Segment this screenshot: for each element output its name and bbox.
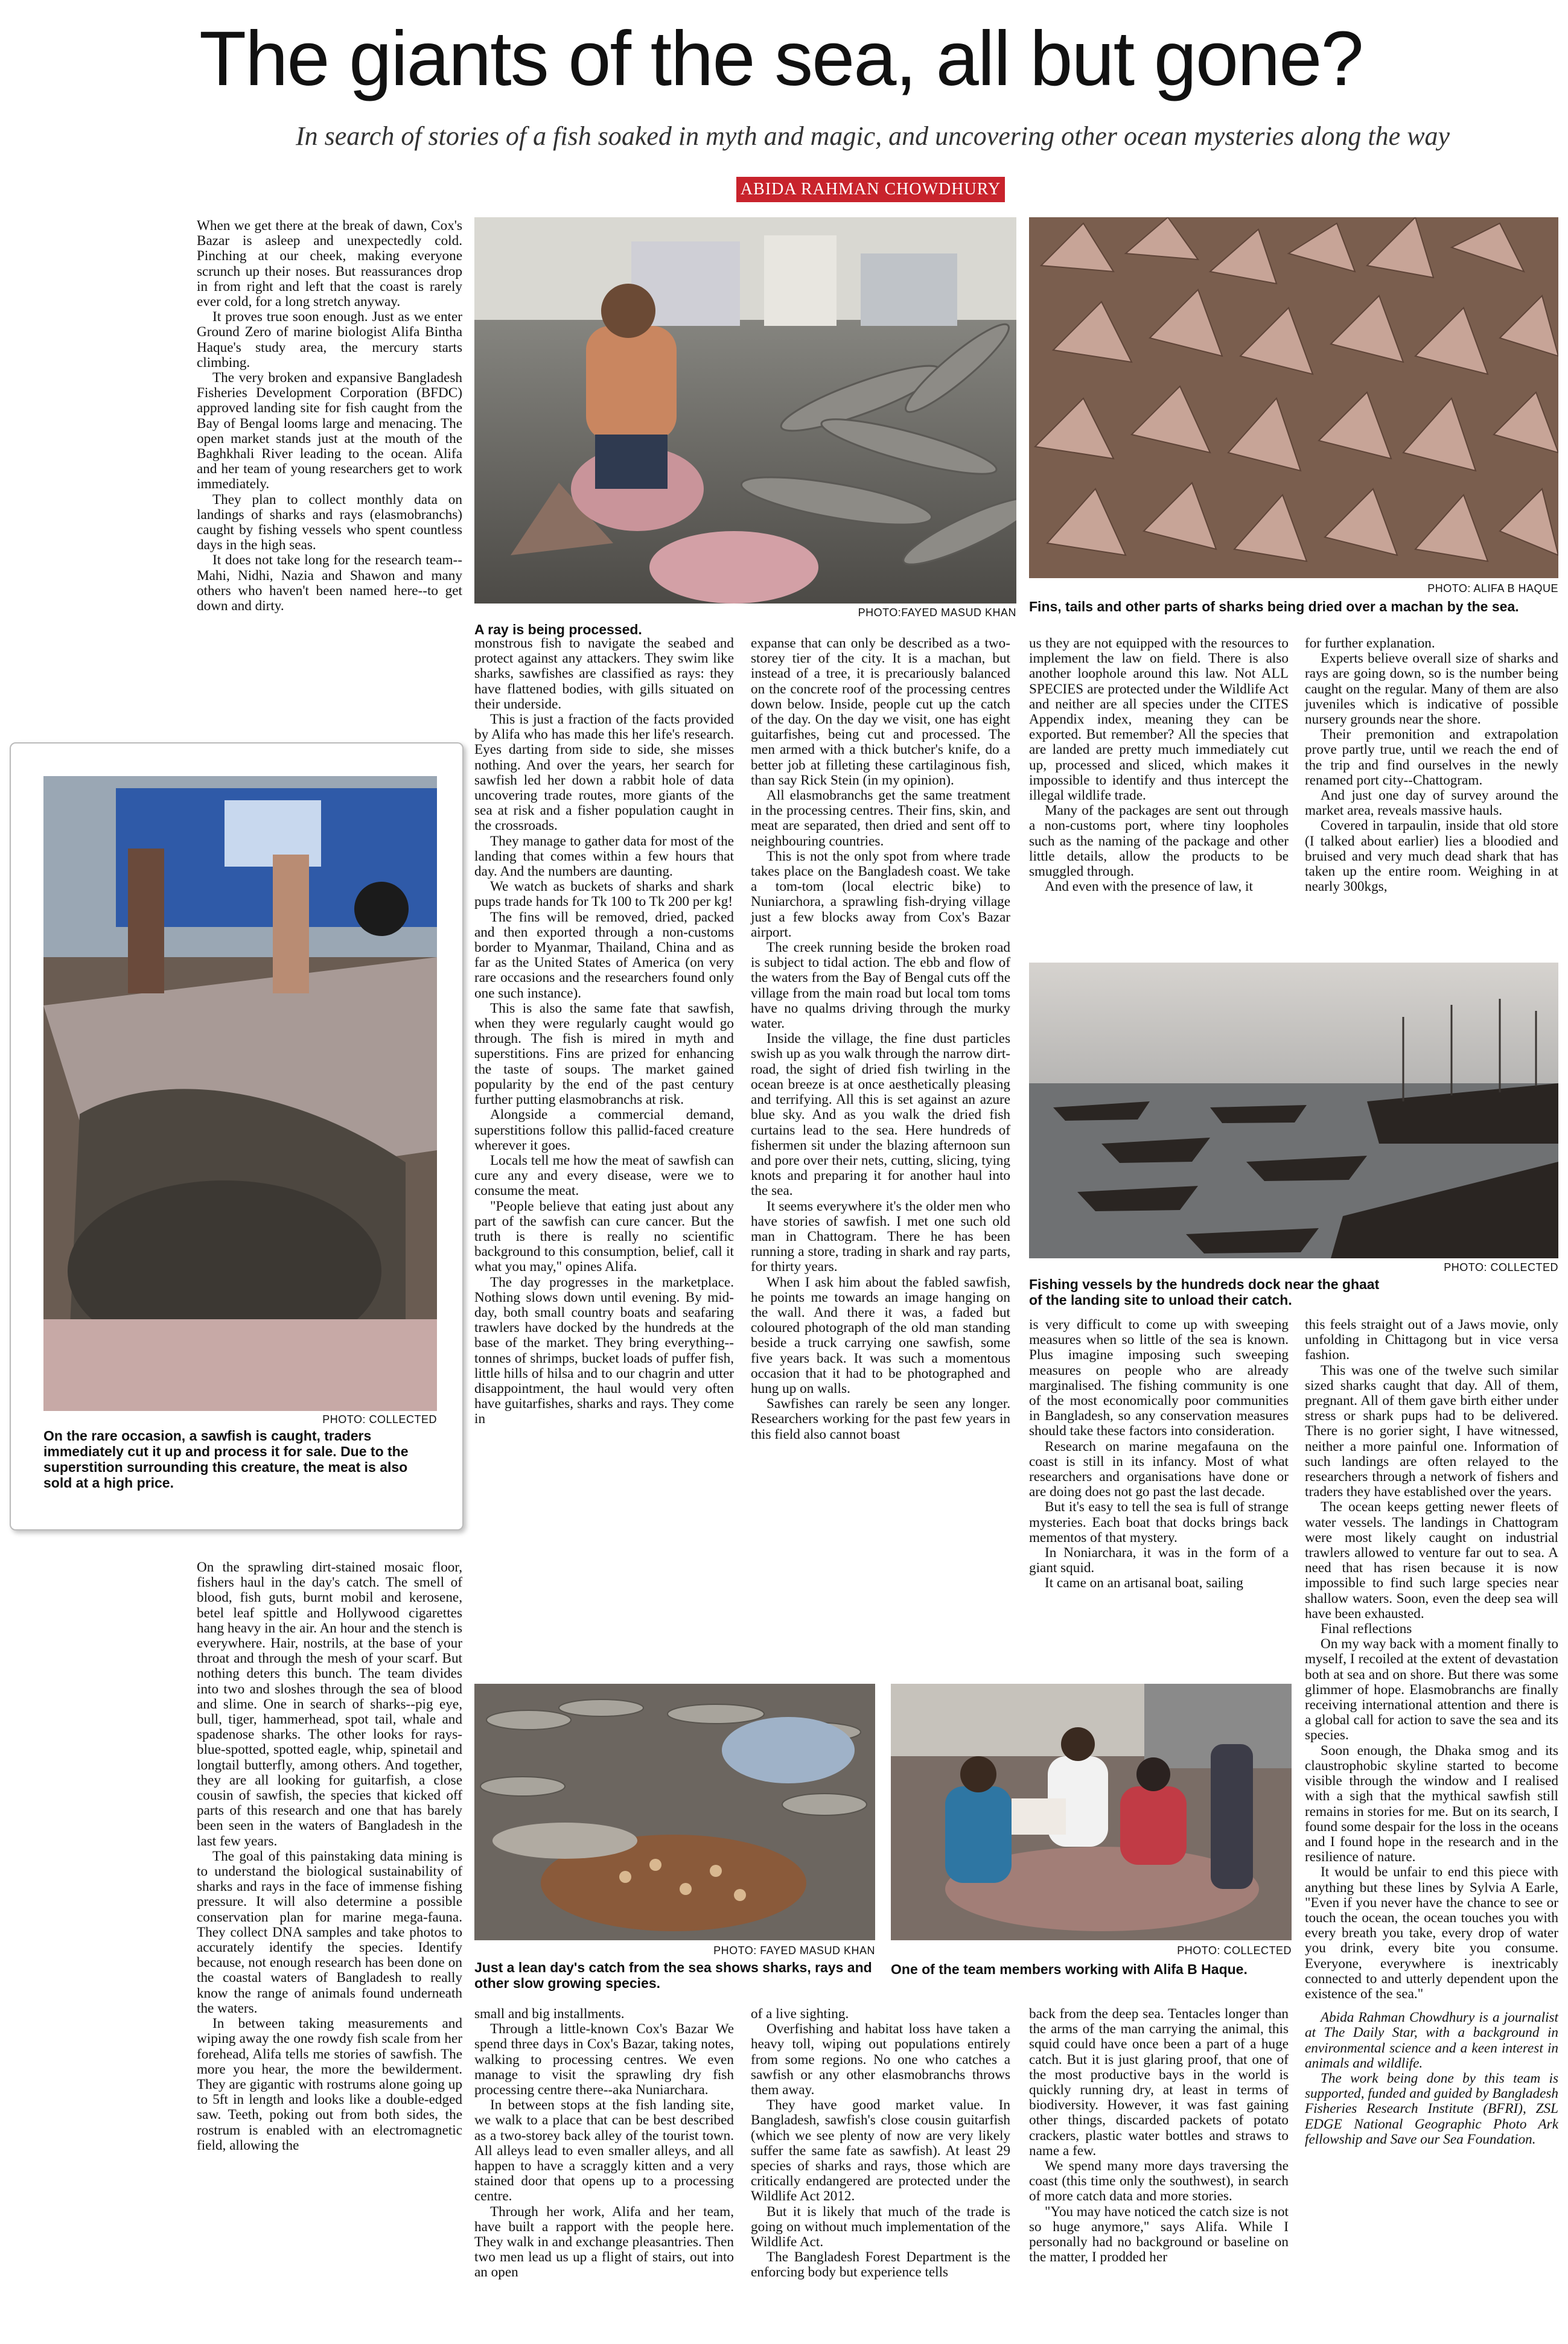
paragraph: Covered in tarpaulin, inside that old store (I talked about earlier) lies a bloodied and bruised and very much dead shark that has taken up the entire room. Weighing in at nearly 300kgs, <box>1305 818 1558 895</box>
paragraph: But it's easy to tell the sea is full of strange mysteries. Each boat that docks brings back mementos of that mystery. <box>1029 1499 1289 1546</box>
paragraph: In between taking measurements and wiping away the one rowdy fish scale from her forehead, Alifa tells me stories of sawfish. The more you hear, the more the bewilderment. They are gigantic with rostrums alone going up to 5ft in length and looks like a double-edged saw. Teeth, poking out from both sides, the rostrum is enabled with an electromagnetic field, allowing the <box>197 2016 462 2153</box>
paragraph: Many of the packages are sent out through a non-customs port, where tiny loopholes such as the naming of the package and other little details, allow the products to be smuggled through. <box>1029 803 1289 880</box>
article-col4-bottom <box>1029 2007 1289 2265</box>
paragraph: The creek running beside the broken road is subject to tidal action. The ebb and flow of the waters from the Bay of Bengal cuts off the village from the main road but local tom toms have no qualms driving through the murky water. <box>751 940 1010 1032</box>
paragraph: Overfishing and habitat loss have taken a heavy toll, wiping out populations entirely from some regions. No one who catches a sawfish or any other elasmobranchs throws them away. <box>751 2021 1010 2098</box>
catch-photo-credit: PHOTO: FAYED MASUD KHAN <box>713 1944 875 1957</box>
paragraph: The very broken and expansive Bangladesh Fisheries Development Corporation (BFDC) approved landing site for fish caught from the Bay of Bengal looms large and menacing. The open market stands just at the mouth of the Baghkhali River leading to the ocean. Alifa and her team of young researchers get to work immediately. <box>197 370 462 492</box>
fishing-boats-image <box>1029 963 1558 1258</box>
bio-paragraph: The work being done by this team is supported, funded and guided by Bangladesh Fisheries Research Institute (BFRI), ZSL EDGE National Geographic Photo Ark fellowship and Save our Sea Foundation. <box>1305 2070 1558 2147</box>
paragraph: The fins will be removed, dried, packed and then exported through a non-customs border to Myanmar, Thailand, China and as far as the United States of America (on very rare occasions and the researchers found only one such instance). <box>474 909 734 1001</box>
paragraph: Soon enough, the Dhaka smog and its claustrophobic skyline started to become visible through the window and I realised with a sigh that the mythical sawfish still remains in stories for me. But on its search, I found some despair for the loss in the oceans and I found hope in the research and in the resilience of nature. <box>1305 1742 1558 1865</box>
paragraph: When we get there at the break of dawn, Cox's Bazar is asleep and unexpectedly cold. Pinching at our cheek, making everyone scrunch up their noses. But reassurances drop in from right and left that the coast is rarely ever cold, for a long stretch anyway. <box>197 218 462 310</box>
paragraph: The Bangladesh Forest Department is the enforcing body but experience tells <box>751 2249 1010 2281</box>
photo-fishing-boats <box>1029 963 1558 1258</box>
boats-photo-credit: PHOTO: COLLECTED <box>1444 1261 1558 1273</box>
paragraph: It proves true soon enough. Just as we enter Ground Zero of marine biologist Alifa Bintha Haque's study area, the mercury starts climbing. <box>197 309 462 371</box>
fins-drying-image <box>1029 217 1558 578</box>
sawfish-sidebox <box>10 742 464 1530</box>
paragraph: When I ask him about the fabled sawfish, he points me towards an image hanging on the wall. And there it was, a faded but coloured photograph of the old man standing beside a truck carrying one sawfish, some five years back. It was such a momentous occasion that it had to be photographed and hung up on walls. <box>751 1274 1010 1397</box>
paragraph: Research on marine megafauna on the coast is still in its infancy. Most of what researchers and organisations have done or are doing does not go past the last decade. <box>1029 1438 1289 1500</box>
article-col1-top <box>197 218 462 614</box>
paragraph: for further explanation. <box>1305 635 1435 651</box>
sawfish-photo-caption: On the rare occasion, a sawfish is caught, traders immediately cut it up and process it for sale. Due to the superstition surrounding this creature, the meat is also sold at a high price. <box>43 1428 409 1491</box>
article-col4-mid <box>1029 1317 1289 1591</box>
paragraph: back from the deep sea. Tentacles longer than the arms of the man carrying the animal, this squid could have once been a part of a huge catch. But it is just glaring proof, that one of the most productive bays in the world is quickly running dry, at least in terms of biodiversity. However, it was fast gaining other things, discarded packets of potato crackers, plastic water bottles and straws to name a few. <box>1029 2006 1289 2159</box>
paragraph: We watch as buckets of sharks and shark pups trade hands for Tk 100 to Tk 200 per kg! <box>474 879 734 910</box>
paragraph: Experts believe overall size of sharks and rays are going down, so is the number being caught on the regular. Many of them are also juveniles which is indicative of possible nursery grounds near the shore. <box>1305 651 1558 728</box>
fins-photo-caption: Fins, tails and other parts of sharks being dried over a machan by the sea. <box>1029 599 1519 614</box>
article-col2-bottom <box>474 2007 734 2281</box>
ray-photo-credit: PHOTO:FAYED MASUD KHAN <box>858 607 1016 619</box>
byline: ABIDA RAHMAN CHOWDHURY <box>736 177 1005 202</box>
paragraph: All elasmobranchs get the same treatment in the processing centres. Their fins, skin, and meat are separated, then dried and sent off to neighbouring countries. <box>751 788 1010 849</box>
article-col5-top <box>1305 636 1558 894</box>
paragraph: Locals tell me how the meat of sawfish can cure any and every disease, were we to consume the meat. <box>474 1152 734 1199</box>
paragraph: this feels straight out of a Jaws movie, only unfolding in Chittagong but in vice versa fashion. <box>1305 1317 1558 1363</box>
catch-photo-caption: Just a lean day's catch from the sea shows sharks, rays and other slow growing species. <box>474 1960 872 1991</box>
paragraph: In between stops at the fish landing site, we walk to a place that can be best described as a two-storey back alley of the tourist town. All alleys lead to even smaller alleys, and all happen to have a scraggly kitten and a very stained door that opens up to a processing centre. <box>474 2097 734 2205</box>
paragraph: This is not the only spot from where trade takes place on the Bangladesh coast. We take a tom-tom (local electric bike) to Nuniarchora, a sprawling fish-drying village just a few blocks away from Cox's Bazar airport. <box>751 848 1010 940</box>
paragraph: It seems everywhere it's the older men who have stories of sawfish. I met one such old man in Chattogram. There he has been running a store, trading in shark and ray parts, for thirty years. <box>751 1198 1010 1275</box>
paragraph: monstrous fish to navigate the seabed and protect against any attackers. They swim like sharks, sawfishes are classified as rays: they have flattened bodies, with gills situated on their underside. <box>474 635 734 712</box>
photo-ray-processing <box>474 217 1016 604</box>
paragraph: Sawfishes can rarely be seen any longer. Researchers working for the past few years in this field also cannot boast <box>751 1396 1010 1442</box>
paragraph: In Noniarchara, it was in the form of a giant squid. <box>1029 1545 1289 1576</box>
paragraph: Inside the village, the fine dust particles swish up as you walk through the narrow dirt-road, the sight of dried fish twirling in the ocean breeze is at once aesthetically pleasing and terrifying. All this is set against an azure blue sky. And as you walk the dried fish curtains lead to the sea. Here hundreds of fishermen sit under the blazing afternoon sun and pore over their nets, cutting, slicing, tying knots and preparing it for another haul into the sea. <box>751 1031 1010 1199</box>
paragraph: "You may have noticed the catch size is not so huge anymore," says Alifa. While I personally had no background or baseline on the matter, I prodded her <box>1029 2203 1289 2266</box>
paragraph: They plan to collect monthly data on landings of sharks and rays (elasmobranchs) caught by fishing vessels who spent countless days in the high seas. <box>197 491 462 553</box>
paragraph: On the sprawling dirt-stained mosaic floor, fishers haul in the day's catch. The smell of blood, fish guts, burnt mobil and kerosene, betel leaf spittle and Hollywood cigarettes hang heavy in the air. An hour and the stench is everywhere. Hair, nostrils, at the base of your throat and through the mesh of your scarf. But nothing deters this bunch. The team divides into two and sloshes through the sea of blood and slime. One in search of sharks--pig eye, bull, tiger, hammerhead, spot tail, whale and spadenose sharks. The other looks for rays- blue-spotted, spotted eagle, whip, spinetail and longtail butterfly, among others. And together, they are all looking for guitarfish, a close cousin of sawfish, the species that kicked off parts of this research and one that has barely been seen in the waters of Bangladesh in the last few years. <box>197 1559 462 1849</box>
paragraph: is very difficult to come up with sweeping measures when so little of the sea is known. Plus imagine imposing such sweeping measures on people who are already marginalised. The fishing community is one of the most economically poor communities in Bangladesh, so any conservation measures should take these factors into consideration. <box>1029 1317 1289 1439</box>
paragraph: us they are not equipped with the resources to implement the law on field. There is also another loophole around this law. Not ALL SPECIES are protected under the Wildlife Act and neither are all species under the CITES Appendix index, meaning they can be exported. But remember? All the species that are landed are pretty much immediately cut up, processed and sliced, which makes it impossible to identify and thus intercept the illegal wildlife trade. <box>1029 635 1289 804</box>
paragraph: They have good market value. In Bangladesh, sawfish's close cousin guitarfish (which we see plenty of now are very likely suffer the same fate as sawfish). At least 29 species of sharks and rays, those which are critically endangered are protected under the Wildlife Act 2012. <box>751 2097 1010 2205</box>
paragraph: It does not take long for the research team--Mahi, Nidhi, Nazia and Shawon and many others who haven't been named here--to get down and dirty. <box>197 552 462 614</box>
author-bio <box>1305 2010 1558 2147</box>
paragraph: of a live sighting. <box>751 2006 849 2022</box>
deck: In search of stories of a fish soaked in myth and magic, and uncovering other ocean mysteries along the way <box>296 121 1450 151</box>
headline: The giants of the sea, all but gone? <box>199 16 1363 102</box>
paragraph: small and big installments. <box>474 2006 625 2022</box>
paragraph: Final reflections <box>1321 1621 1412 1637</box>
paragraph: But it is likely that much of the trade is going on without much implementation of the Wildlife Act. <box>751 2203 1010 2250</box>
bio-paragraph: Abida Rahman Chowdhury is a journalist at The Daily Star, with a background in environmental science and a keen interest in animals and wildlife. <box>1305 2010 1558 2071</box>
article-col1-bottom <box>197 1560 462 2153</box>
lean-catch-image <box>474 1684 875 1940</box>
paragraph: It came on an artisanal boat, sailing <box>1045 1575 1244 1591</box>
paragraph: This is also the same fate that sawfish, when they were regularly caught would go through. The fish is mired in myth and superstitions. Fins are prized for enhancing the taste of soups. The market gained popularity by the end of the past century further putting elasmobranchs at risk. <box>474 1000 734 1108</box>
article-col3 <box>751 636 1010 1442</box>
article-col5-bottom <box>1305 1317 1558 2147</box>
sawfish-photo-credit: PHOTO: COLLECTED <box>322 1413 437 1425</box>
paragraph: We spend many more days traversing the coast (this time only the southwest), in search of more catch data and more stories. <box>1029 2158 1289 2205</box>
paragraph: They manage to gather data for most of the landing that comes within a few hours that day. And the numbers are daunting. <box>474 833 734 880</box>
photo-lean-catch <box>474 1684 875 1940</box>
paragraph: Their premonition and extrapolation prove partly true, until we reach the end of the trip and find ourselves in the newly renamed port city--Chattogram. <box>1305 727 1558 788</box>
paragraph: It would be unfair to end this piece with anything but these lines by Sylvia A Earle, "Even if you never have the chance to see or touch the ocean, the ocean touches you with every breath you take, every drop of water you drink, every bite you consume. Everyone, everywhere is inextricably connected to and utterly dependent upon the existence of the sea." <box>1305 1864 1558 2002</box>
photo-sawfish <box>43 776 437 1411</box>
paragraph: Through her work, Alifa and her team, have built a rapport with the people here. They walk in and exchange pleasantries. Then two men lead us up a flight of stairs, out into an open <box>474 2203 734 2281</box>
paragraph: And even with the presence of law, it <box>1045 879 1253 895</box>
photo-fins-drying <box>1029 217 1558 578</box>
team-member-image <box>891 1684 1292 1940</box>
article-col2 <box>474 636 734 1427</box>
article-col3-bottom <box>751 2007 1010 2281</box>
paragraph: On my way back with a moment finally to myself, I recoiled at the extent of devastation both at sea and on shore. But there was some glimmer of hope. Elasmobranchs are finally receiving international attention and there is a global call for action to save the sea and its species. <box>1305 1636 1558 1744</box>
paragraph: Through a little-known Cox's Bazar We spend three days in Cox's Bazar, taking notes, walking to processing centres. We even manage to visit the sprawling dry fish processing centre there--aka Nuniarchara. <box>474 2021 734 2098</box>
fins-photo-credit: PHOTO: ALIFA B HAQUE <box>1427 582 1558 594</box>
sawfish-image <box>43 776 437 1411</box>
paragraph: Alongside a commercial demand, superstitions follow this pallid-faced creature wherever it goes. <box>474 1107 734 1153</box>
ray-photo-caption: A ray is being processed. <box>474 622 642 637</box>
paragraph: The day progresses in the marketplace. Nothing slows down until evening. By mid-day, both small country boats and seafaring trawlers have docked by the hundreds at the base of the market. They bring everything--tonnes of shrimps, bucket loads of puffer fish, little hills of hilsa and to our chagrin and utter disappointment, the haul would very often have guitarfishes, sharks and rays. They come in <box>474 1274 734 1427</box>
boats-photo-caption: Fishing vessels by the hundreds dock near the ghaat of the landing site to unload their catch. <box>1029 1276 1380 1308</box>
paragraph: And just one day of survey around the market area, reveals massive hauls. <box>1305 788 1558 819</box>
team-photo-caption: One of the team members working with Alifa B Haque. <box>891 1961 1248 1977</box>
ray-processing-image <box>474 217 1016 604</box>
paragraph: This is just a fraction of the facts provided by Alifa who has made this her life's research. Eyes darting from side to side, she misses nothing. And over the years, her search for sawfish led her down a rabbit hole of data uncovering trade routes, more giants of the sea at risk and a fisher population caught in the crossroads. <box>474 712 734 834</box>
paragraph: The goal of this painstaking data mining is to understand the biological sustainability of sharks and rays in the face of immense fishing pressure. It will also determine a possible conservation plan for marine mega-fauna. They collect DNA samples and take photos to accurately identify the species. Identify because, not enough research has been done on the coastal waters of Bangladesh to really know the range of animals found underneath the waters. <box>197 1848 462 2016</box>
paragraph: "People believe that eating just about any part of the sawfish can cure cancer. But the truth is there is really no scientific background to this consumption, belief, call it what you may," opines Alifa. <box>474 1198 734 1275</box>
paragraph: The ocean keeps getting newer fleets of water vessels. The landings in Chattogram were most likely caught on industrial trawlers allowed to venture far out to sea. A need that has risen because it is now impossible to find such large species near shallow waters. Soon, even the deep sea will have been exhausted. <box>1305 1499 1558 1622</box>
paragraph: expanse that can only be described as a two-storey tier of the city. It is a machan, but instead of a tree, it is precariously balanced on the concrete roof of the processing centres down below. Inside, people cut up the catch of the day. On the day we visit, one has eight guitarfishes, being cut and processed. The men armed with a thick butcher's knife, do a better job at filleting these cartilaginous fish, than say Rick Stein (in my opinion). <box>751 635 1010 788</box>
article-col4-top <box>1029 636 1289 894</box>
paragraph: This was one of the twelve such similar sized sharks caught that day. All of them, pregnant. All of them gave birth either under stress or shark pups had to be delivered. There is no gorier sight, I have witnessed, neither a more painful one. Information of such landings are often relayed to the researchers through a network of fishers and traders they have established over the years. <box>1305 1362 1558 1500</box>
photo-team-member <box>891 1684 1292 1940</box>
team-photo-credit: PHOTO: COLLECTED <box>1177 1944 1292 1957</box>
